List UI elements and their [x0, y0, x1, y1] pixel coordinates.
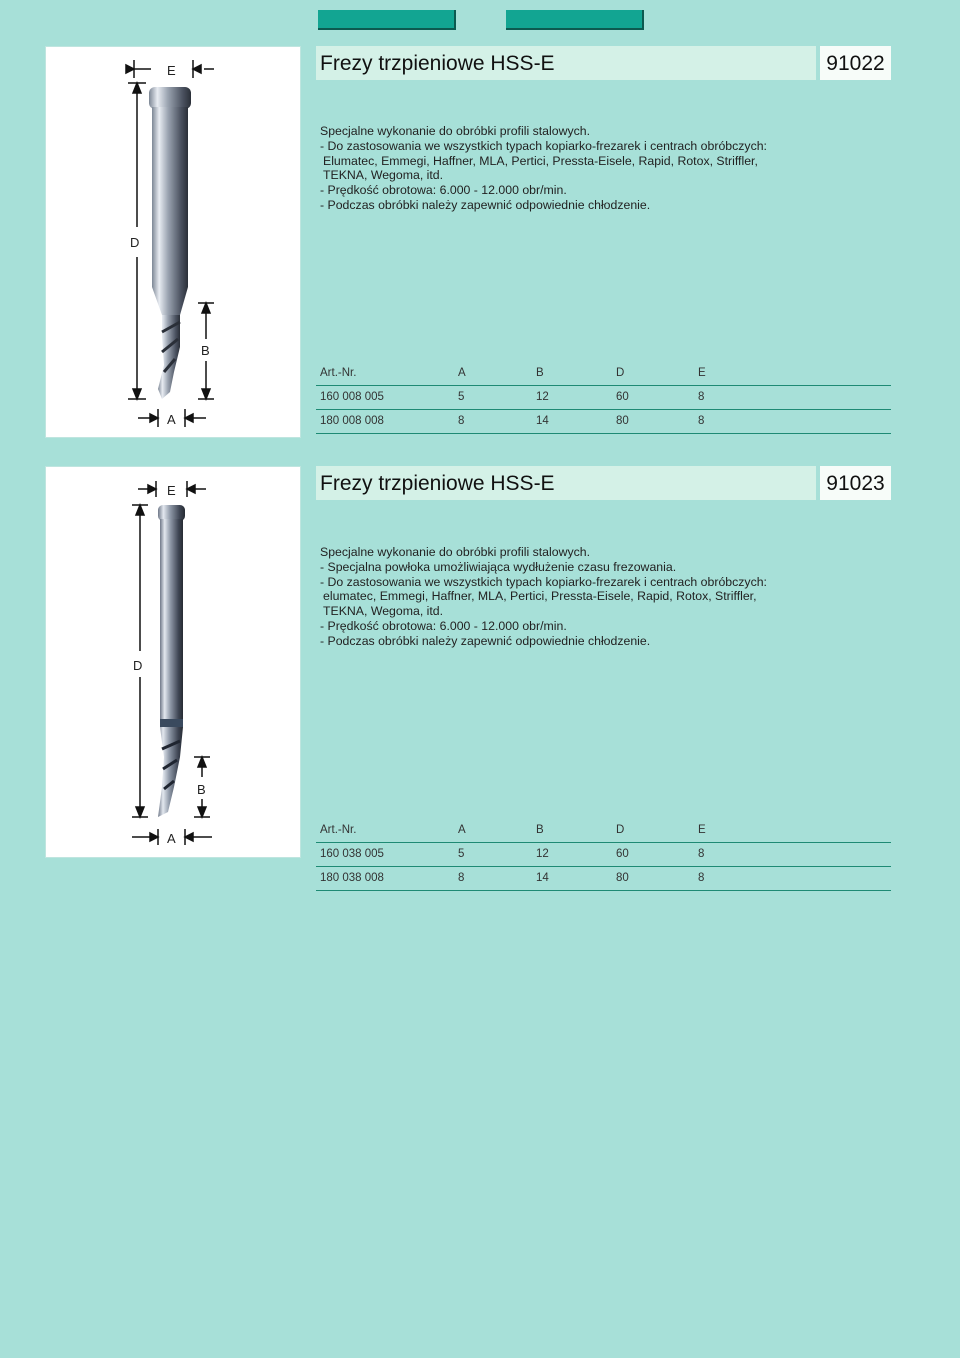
header-art-nr: Art.-Nr.: [320, 824, 357, 836]
header-e: E: [698, 824, 706, 836]
header-e: E: [698, 367, 706, 379]
cell-a: 5: [458, 391, 465, 403]
header-b: B: [536, 367, 544, 379]
cell-art-nr: 180 038 008: [320, 872, 384, 884]
cell-e: 8: [698, 391, 705, 403]
header-d: D: [616, 367, 625, 379]
table-row: [316, 410, 891, 434]
description-line: - Specjalna powłoka umożliwiająca wydłużenie czasu frezowania.: [320, 559, 677, 574]
description-line: Specjalne wykonanie do obróbki profili stalowych.: [320, 545, 590, 559]
product-1-description: [320, 124, 880, 213]
product-2-code: 91023: [820, 466, 891, 500]
dimension-a-label: A: [167, 412, 176, 427]
cell-art-nr: 160 038 005: [320, 848, 384, 860]
cell-d: 80: [616, 415, 629, 427]
cell-b: 14: [536, 415, 549, 427]
cell-d: 60: [616, 391, 629, 403]
dimension-d-label: D: [130, 235, 140, 250]
description-line: - Do zastosowania we wszystkich typach kopiarko-frezarek i centrach obróbczych:: [320, 574, 767, 589]
header-b: B: [536, 824, 544, 836]
cell-e: 8: [698, 848, 705, 860]
cell-d: 80: [616, 872, 629, 884]
product-1-code: 91022: [820, 46, 891, 80]
product-2-title: Frezy trzpieniowe HSS-E: [316, 466, 816, 500]
dimension-a-label: A: [167, 831, 176, 846]
header-a: A: [458, 824, 466, 836]
dimension-b-label: B: [201, 343, 210, 358]
header-a: A: [458, 367, 466, 379]
cell-a: 8: [458, 872, 465, 884]
product-2-image: [45, 466, 301, 858]
header-art-nr: Art.-Nr.: [320, 367, 357, 379]
cell-a: 8: [458, 415, 465, 427]
product-2-table: [316, 819, 891, 891]
dimension-d-label: D: [133, 658, 143, 673]
table-header: [316, 819, 891, 843]
cell-b: 12: [536, 391, 549, 403]
description-line: - Podczas obróbki należy zapewnić odpowiednie chłodzenie.: [320, 197, 651, 212]
description-line: TEKNA, Wegoma, itd.: [323, 604, 444, 619]
description-line: TEKNA, Wegoma, itd.: [323, 168, 444, 183]
dimension-e-label: E: [167, 63, 176, 78]
cell-b: 12: [536, 848, 549, 860]
description-line: elumatec, Emmegi, Haffner, MLA, Pertici, Pressta-Eisele, Rapid, Rotox, Striffler,: [323, 589, 757, 604]
product-1-title: Frezy trzpieniowe HSS-E: [316, 46, 816, 80]
product-1-table: [316, 362, 891, 434]
cell-d: 60: [616, 848, 629, 860]
description-line: - Prędkość obrotowa: 6.000 - 12.000 obr/min.: [320, 618, 567, 633]
description-line: Elumatec, Emmegi, Haffner, MLA, Pertici, Pressta-Eisele, Rapid, Rotox, Striffler,: [323, 153, 758, 168]
top-tab-left: [318, 10, 456, 30]
cell-e: 8: [698, 415, 705, 427]
top-tab-right: [506, 10, 644, 30]
cell-art-nr: 180 008 008: [320, 415, 384, 427]
cell-a: 5: [458, 848, 465, 860]
end-mill-tool: [149, 87, 191, 399]
cell-e: 8: [698, 872, 705, 884]
table-header: [316, 362, 891, 386]
description-line: - Prędkość obrotowa: 6.000 - 12.000 obr/min.: [320, 183, 567, 198]
header-d: D: [616, 824, 625, 836]
product-2-description: [320, 545, 880, 649]
dimension-e-label: E: [167, 483, 176, 498]
cell-b: 14: [536, 872, 549, 884]
description-line: Specjalne wykonanie do obróbki profili stalowych.: [320, 124, 590, 138]
table-row: [316, 386, 891, 410]
description-line: - Do zastosowania we wszystkich typach kopiarko-frezarek i centrach obróbczych:: [320, 138, 767, 153]
table-row: [316, 867, 891, 891]
cell-art-nr: 160 008 005: [320, 391, 384, 403]
product-1-image: [45, 46, 301, 438]
table-row: [316, 843, 891, 867]
description-line: - Podczas obróbki należy zapewnić odpowiednie chłodzenie.: [320, 633, 651, 648]
end-mill-tool: [158, 505, 185, 817]
dimension-b-label: B: [197, 782, 206, 797]
